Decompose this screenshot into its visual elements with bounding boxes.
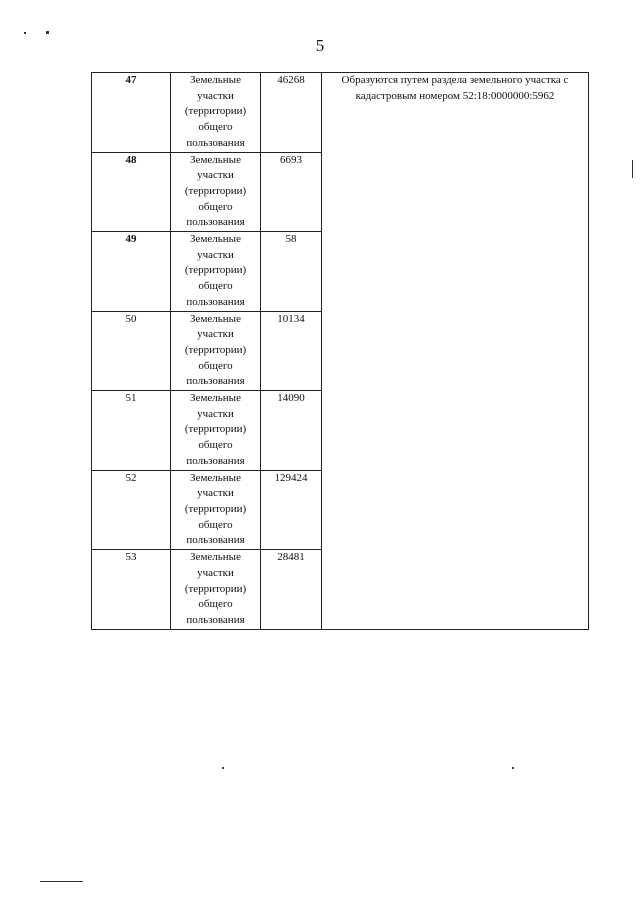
plot-area: 58	[261, 232, 322, 312]
plot-area: 6693	[261, 152, 322, 232]
plot-type	[171, 550, 261, 630]
plot-number: 50	[92, 311, 171, 391]
plot-type	[171, 152, 261, 232]
plot-type	[171, 311, 261, 391]
plot-area: 46268	[261, 73, 322, 153]
plot-area: 14090	[261, 391, 322, 471]
plot-number: 51	[92, 391, 171, 471]
scan-mark	[632, 160, 633, 178]
plot-type-line: общего	[198, 200, 233, 213]
plot-type-line: пользования	[186, 534, 245, 547]
plot-type-line: (территории)	[184, 184, 247, 197]
plot-type-line: пользования	[186, 375, 245, 388]
plot-type-line: (территории)	[184, 582, 247, 595]
plot-type-line: участки	[197, 487, 234, 500]
plot-area: 129424	[261, 470, 322, 550]
scan-mark	[24, 32, 26, 34]
plot-type-line: пользования	[186, 613, 245, 626]
land-plots-table	[91, 72, 589, 630]
plot-type-line: (территории)	[184, 423, 247, 436]
plot-type-line: участки	[197, 89, 234, 102]
plot-type	[171, 391, 261, 471]
scan-mark	[512, 767, 514, 769]
plot-type-line: пользования	[186, 216, 245, 229]
plot-type-line: участки	[197, 248, 234, 261]
plot-type-line: общего	[198, 121, 233, 134]
plot-type-line: общего	[198, 359, 233, 372]
plot-number: 48	[92, 152, 171, 232]
plot-type	[171, 73, 261, 153]
plot-type-line: участки	[197, 407, 234, 420]
plot-type-line: Земельные	[190, 471, 241, 484]
plot-type-line: Земельные	[190, 74, 241, 86]
plot-type-line: общего	[198, 518, 233, 531]
plot-type-line: (территории)	[184, 264, 247, 277]
plot-type-line: Земельные	[190, 153, 241, 166]
footer-line	[40, 881, 83, 882]
page-number: 5	[315, 36, 325, 55]
plot-type	[171, 470, 261, 550]
plot-number: 52	[92, 470, 171, 550]
scan-mark	[46, 31, 49, 34]
plot-type-line: пользования	[186, 454, 245, 467]
plot-type-line: общего	[198, 280, 233, 293]
plot-number: 49	[92, 232, 171, 312]
plot-type-line: (территории)	[184, 105, 247, 118]
plot-type-line: общего	[198, 598, 233, 611]
plot-type-line: Земельные	[190, 233, 241, 246]
plot-type-line: (территории)	[184, 502, 247, 515]
table-body	[92, 73, 589, 630]
plot-area: 28481	[261, 550, 322, 630]
plot-type-line: пользования	[186, 136, 245, 149]
plot-type-line: общего	[198, 439, 233, 452]
plot-type-line: пользования	[186, 295, 245, 308]
plot-type-line: Земельные	[190, 551, 241, 564]
plot-type-line: (территории)	[184, 343, 247, 356]
plot-type-line: участки	[197, 566, 234, 579]
plot-type-line: участки	[197, 169, 234, 182]
table-row	[92, 73, 589, 153]
plot-type	[171, 232, 261, 312]
plot-type-line: Земельные	[190, 312, 241, 325]
plot-type-line: Земельные	[190, 392, 241, 405]
scan-mark	[222, 767, 224, 769]
plot-type-line: участки	[197, 328, 234, 341]
plot-number: 47	[92, 73, 171, 153]
plot-number: 53	[92, 550, 171, 630]
formation-note: Образуются путем раздела земельного участка с кадастровым номером 52:18:0000000:5962	[322, 73, 589, 630]
plot-area: 10134	[261, 311, 322, 391]
